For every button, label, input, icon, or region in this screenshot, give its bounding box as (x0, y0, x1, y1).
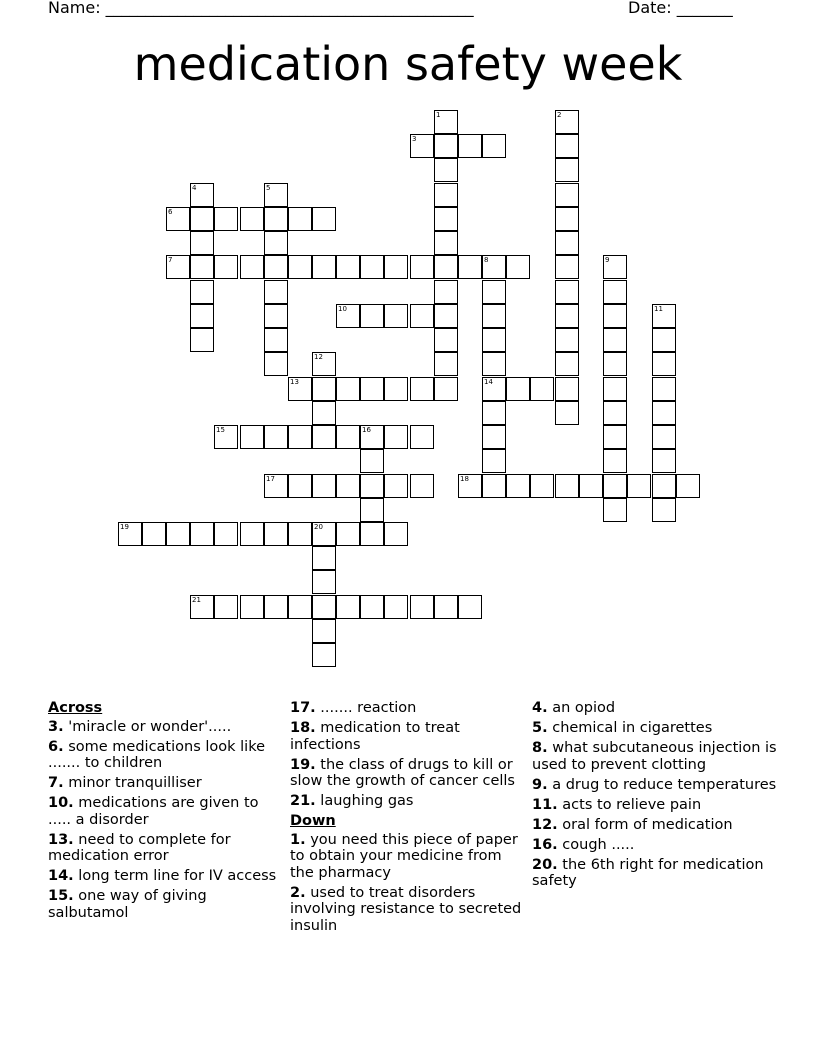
grid-cell[interactable] (166, 255, 190, 279)
clue-down-8 (532, 740, 782, 773)
grid-cell[interactable] (555, 474, 579, 498)
page-title: medication safety week (133, 37, 683, 91)
grid-cell[interactable] (336, 474, 360, 498)
clue-down-4 (532, 700, 782, 717)
grid-cell[interactable] (190, 231, 214, 255)
grid-cell[interactable] (240, 595, 264, 619)
clue-text: the class of drugs to kill or slow the growth of cancer cells (290, 756, 515, 789)
grid-cell[interactable] (652, 425, 676, 449)
grid-cell[interactable] (410, 595, 434, 619)
grid-cell[interactable] (360, 377, 384, 401)
grid-cell[interactable] (312, 619, 336, 643)
grid-cell[interactable] (190, 280, 214, 304)
grid-cell[interactable] (555, 401, 579, 425)
grid-cell[interactable] (482, 474, 506, 498)
clue-across-14 (48, 868, 280, 885)
clue-down-1 (290, 832, 522, 882)
grid-cell[interactable] (482, 304, 506, 328)
grid-cell[interactable] (434, 377, 458, 401)
clue-number: 5. (532, 720, 548, 736)
grid-cell[interactable] (384, 595, 408, 619)
grid-cell[interactable] (555, 328, 579, 352)
grid-cell[interactable] (240, 522, 264, 546)
clue-text: the 6th right for medication safety (532, 856, 764, 889)
clue-number: 2. (290, 884, 306, 901)
clue-text: ....... reaction (320, 700, 417, 716)
grid-cell[interactable] (360, 425, 384, 449)
grid-cell[interactable] (360, 522, 384, 546)
grid-cell[interactable] (384, 377, 408, 401)
clue-text: medications are given to ..... a disorder (48, 795, 259, 828)
clue-number-label: 1 (436, 111, 441, 119)
clue-across-21 (290, 793, 522, 810)
grid-cell[interactable] (288, 425, 312, 449)
grid-cell[interactable] (652, 449, 676, 473)
grid-cell[interactable] (603, 474, 627, 498)
clue-number-label: 9 (605, 256, 610, 264)
grid-cell[interactable] (482, 280, 506, 304)
grid-cell[interactable] (555, 304, 579, 328)
grid-cell[interactable] (434, 207, 458, 231)
grid-cell[interactable] (190, 207, 214, 231)
grid-cell[interactable] (214, 207, 238, 231)
grid-cell[interactable] (240, 425, 264, 449)
grid-cell[interactable] (434, 110, 458, 134)
grid-cell[interactable] (434, 255, 458, 279)
grid-cell[interactable] (360, 595, 384, 619)
clue-text: cough ..... (562, 836, 635, 853)
clue-across-10 (48, 795, 280, 828)
clue-number: 10. (48, 795, 74, 811)
grid-cell[interactable] (360, 474, 384, 498)
grid-cell[interactable] (166, 207, 190, 231)
clue-text: some medications look like ....... to children (48, 738, 266, 771)
grid-cell[interactable] (410, 304, 434, 328)
grid-cell[interactable] (482, 377, 506, 401)
clue-text: oral form of medication (562, 816, 733, 833)
grid-cell[interactable] (384, 474, 408, 498)
grid-cell[interactable] (555, 280, 579, 304)
clue-number-label: 21 (192, 596, 201, 604)
clue-text: a drug to reduce temperatures (552, 776, 777, 793)
clue-across-6 (48, 739, 280, 772)
grid-cell[interactable] (603, 401, 627, 425)
clue-across-15 (48, 888, 280, 921)
grid-cell[interactable] (190, 522, 214, 546)
clue-down-12 (532, 817, 782, 834)
grid-cell[interactable] (603, 280, 627, 304)
grid-cell[interactable] (458, 474, 482, 498)
clue-number: 9. (532, 776, 548, 793)
grid-cell[interactable] (627, 474, 651, 498)
grid-cell[interactable] (288, 474, 312, 498)
clue-text: laughing gas (320, 793, 414, 809)
grid-cell[interactable] (214, 255, 238, 279)
clue-number-label: 13 (290, 378, 299, 386)
grid-cell[interactable] (482, 425, 506, 449)
grid-cell[interactable] (555, 110, 579, 134)
grid-cell[interactable] (652, 474, 676, 498)
clue-number: 16. (532, 836, 558, 853)
grid-cell[interactable] (603, 304, 627, 328)
grid-cell[interactable] (434, 304, 458, 328)
grid-cell[interactable] (336, 425, 360, 449)
grid-cell[interactable] (264, 255, 288, 279)
grid-cell[interactable] (240, 255, 264, 279)
grid-cell[interactable] (312, 474, 336, 498)
grid-cell[interactable] (214, 425, 238, 449)
grid-cell[interactable] (434, 352, 458, 376)
clue-text: an opiod (552, 700, 616, 716)
clue-text: acts to relieve pain (562, 796, 702, 813)
grid-cell[interactable] (652, 401, 676, 425)
grid-cell[interactable] (482, 255, 506, 279)
grid-cell[interactable] (482, 352, 506, 376)
grid-cell[interactable] (118, 522, 142, 546)
grid-cell[interactable] (458, 595, 482, 619)
grid-cell[interactable] (214, 595, 238, 619)
clue-number-label: 6 (168, 208, 173, 216)
grid-cell[interactable] (336, 255, 360, 279)
grid-cell[interactable] (506, 474, 530, 498)
grid-cell[interactable] (458, 134, 482, 158)
grid-cell[interactable] (482, 328, 506, 352)
grid-cell[interactable] (190, 255, 214, 279)
grid-cell[interactable] (384, 304, 408, 328)
grid-cell[interactable] (530, 377, 554, 401)
grid-cell[interactable] (410, 425, 434, 449)
grid-cell[interactable] (264, 352, 288, 376)
clue-number: 21. (290, 793, 316, 809)
grid-cell[interactable] (434, 183, 458, 207)
grid-cell[interactable] (264, 207, 288, 231)
grid-cell[interactable] (336, 304, 360, 328)
grid-cell[interactable] (603, 328, 627, 352)
clue-down-5 (532, 720, 782, 737)
grid-cell[interactable] (336, 377, 360, 401)
grid-cell[interactable] (410, 255, 434, 279)
grid-cell[interactable] (264, 183, 288, 207)
grid-cell[interactable] (434, 158, 458, 182)
grid-cell[interactable] (360, 304, 384, 328)
grid-cell[interactable] (336, 595, 360, 619)
grid-cell[interactable] (312, 207, 336, 231)
grid-cell[interactable] (336, 522, 360, 546)
grid-cell[interactable] (482, 449, 506, 473)
grid-cell[interactable] (434, 134, 458, 158)
clue-number: 1. (290, 831, 306, 848)
grid-cell[interactable] (410, 134, 434, 158)
clue-number-label: 7 (168, 256, 173, 264)
clue-number-label: 16 (362, 426, 371, 434)
clue-number: 3. (48, 718, 64, 735)
clue-down-20 (532, 857, 782, 890)
clue-text: used to treat disorders involving resistance to secreted insulin (290, 884, 522, 934)
grid-cell[interactable] (652, 377, 676, 401)
grid-cell[interactable] (603, 377, 627, 401)
grid-cell[interactable] (555, 158, 579, 182)
grid-cell[interactable] (652, 304, 676, 328)
grid-cell[interactable] (530, 474, 554, 498)
clue-number-label: 10 (338, 305, 347, 313)
grid-cell[interactable] (434, 595, 458, 619)
grid-cell[interactable] (676, 474, 700, 498)
clue-down-16 (532, 837, 782, 854)
grid-cell[interactable] (190, 328, 214, 352)
grid-cell[interactable] (652, 352, 676, 376)
grid-cell[interactable] (264, 474, 288, 498)
grid-cell[interactable] (312, 546, 336, 570)
grid-cell[interactable] (506, 377, 530, 401)
clue-number: 18. (290, 720, 316, 736)
clue-number-label: 3 (412, 135, 417, 143)
grid-cell[interactable] (482, 134, 506, 158)
grid-cell[interactable] (384, 255, 408, 279)
clue-number: 19. (290, 756, 316, 773)
grid-cell[interactable] (603, 255, 627, 279)
clue-number: 15. (48, 888, 74, 904)
grid-cell[interactable] (555, 183, 579, 207)
grid-cell[interactable] (555, 352, 579, 376)
grid-cell[interactable] (458, 255, 482, 279)
grid-cell[interactable] (264, 328, 288, 352)
clue-number: 17. (290, 700, 316, 716)
grid-cell[interactable] (384, 522, 408, 546)
clue-number: 12. (532, 816, 558, 833)
grid-cell[interactable] (190, 183, 214, 207)
clue-number-label: 11 (654, 305, 663, 313)
clue-text: what subcutaneous injection is used to prevent clotting (532, 740, 777, 773)
grid-cell[interactable] (434, 280, 458, 304)
grid-cell[interactable] (506, 255, 530, 279)
grid-cell[interactable] (312, 352, 336, 376)
grid-cell[interactable] (312, 255, 336, 279)
clue-down-11 (532, 797, 782, 814)
clue-number-label: 2 (557, 111, 562, 119)
grid-cell[interactable] (190, 595, 214, 619)
grid-cell[interactable] (264, 280, 288, 304)
clue-across-18 (290, 720, 522, 753)
clue-number-label: 14 (484, 378, 493, 386)
clue-number: 20. (532, 856, 558, 873)
clue-number-label: 8 (484, 256, 489, 264)
grid-cell[interactable] (312, 425, 336, 449)
clue-number-label: 5 (266, 184, 271, 192)
grid-cell[interactable] (482, 401, 506, 425)
grid-cell[interactable] (264, 425, 288, 449)
grid-cell[interactable] (555, 134, 579, 158)
clue-number: 7. (48, 775, 64, 791)
clue-text: 'miracle or wonder'..... (68, 718, 232, 735)
clue-number-label: 4 (192, 184, 197, 192)
clue-number-label: 19 (120, 523, 129, 531)
clue-number: 8. (532, 740, 548, 756)
grid-cell[interactable] (312, 643, 336, 667)
across-heading: Across (48, 700, 103, 716)
grid-cell[interactable] (555, 231, 579, 255)
grid-cell[interactable] (555, 255, 579, 279)
grid-cell[interactable] (434, 328, 458, 352)
grid-cell[interactable] (264, 304, 288, 328)
clue-number-label: 18 (460, 475, 469, 483)
grid-cell[interactable] (288, 595, 312, 619)
grid-cell[interactable] (434, 231, 458, 255)
grid-cell[interactable] (360, 498, 384, 522)
clue-across-7 (48, 775, 280, 792)
clue-number-label: 20 (314, 523, 323, 531)
clue-column-1 (48, 700, 280, 925)
grid-cell[interactable] (555, 207, 579, 231)
clue-across-17 (290, 700, 522, 717)
clue-number: 6. (48, 738, 64, 755)
clue-number: 13. (48, 831, 74, 848)
grid-cell[interactable] (288, 207, 312, 231)
grid-cell[interactable] (312, 401, 336, 425)
grid-cell[interactable] (652, 498, 676, 522)
date-field[interactable]: Date: _______ (628, 0, 733, 17)
grid-cell[interactable] (142, 522, 166, 546)
grid-cell[interactable] (166, 522, 190, 546)
clue-text: minor tranquilliser (68, 775, 202, 791)
grid-cell[interactable] (264, 231, 288, 255)
clue-down-2 (290, 885, 522, 935)
clue-across-19 (290, 757, 522, 790)
grid-cell[interactable] (410, 377, 434, 401)
grid-cell[interactable] (214, 522, 238, 546)
clue-number: 11. (532, 796, 558, 813)
clue-column-3 (532, 700, 782, 893)
grid-cell[interactable] (360, 255, 384, 279)
down-heading: Down (290, 813, 336, 829)
grid-cell[interactable] (579, 474, 603, 498)
grid-cell[interactable] (288, 522, 312, 546)
clue-text: need to complete for medication error (48, 831, 231, 864)
grid-cell[interactable] (360, 449, 384, 473)
grid-cell[interactable] (603, 352, 627, 376)
grid-cell[interactable] (312, 570, 336, 594)
grid-cell[interactable] (384, 425, 408, 449)
grid-cell[interactable] (288, 255, 312, 279)
clue-across-3 (48, 719, 280, 736)
clue-number: 14. (48, 868, 74, 884)
grid-cell[interactable] (264, 522, 288, 546)
clue-number-label: 12 (314, 353, 323, 361)
grid-cell[interactable] (603, 449, 627, 473)
clue-down-9 (532, 777, 782, 794)
clue-text: chemical in cigarettes (552, 720, 713, 736)
grid-cell[interactable] (264, 595, 288, 619)
clue-number-label: 15 (216, 426, 225, 434)
clue-across-13 (48, 832, 280, 865)
grid-cell[interactable] (555, 377, 579, 401)
grid-cell[interactable] (603, 498, 627, 522)
clue-text: you need this piece of paper to obtain your medicine from the pharmacy (290, 831, 518, 881)
name-field[interactable]: Name: ______________________________________________ (48, 0, 474, 17)
grid-cell[interactable] (190, 304, 214, 328)
grid-cell[interactable] (312, 377, 336, 401)
grid-cell[interactable] (312, 522, 336, 546)
grid-cell[interactable] (603, 425, 627, 449)
clue-text: one way of giving salbutamol (48, 888, 207, 921)
clue-text: medication to treat infections (290, 720, 460, 753)
grid-cell[interactable] (312, 595, 336, 619)
grid-cell[interactable] (288, 377, 312, 401)
clue-text: long term line for IV access (78, 868, 277, 884)
grid-cell[interactable] (410, 474, 434, 498)
clue-number-label: 17 (266, 475, 275, 483)
grid-cell[interactable] (652, 328, 676, 352)
grid-cell[interactable] (240, 207, 264, 231)
clue-number: 4. (532, 700, 548, 716)
clue-column-2 (290, 700, 522, 938)
